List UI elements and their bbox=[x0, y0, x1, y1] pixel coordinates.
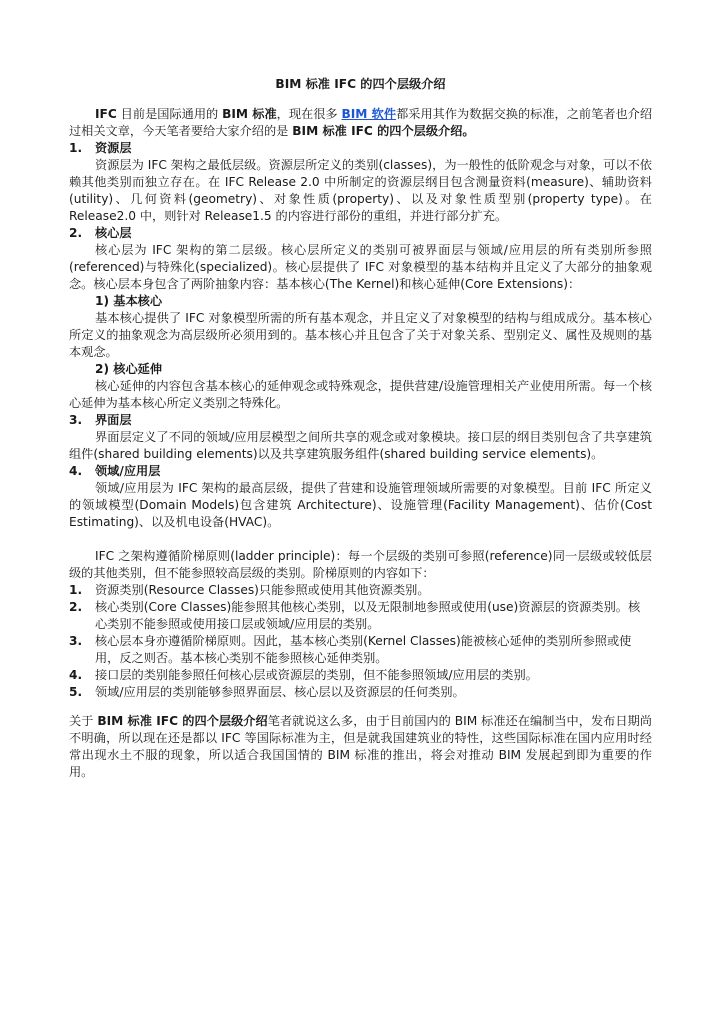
intro-paragraph bbox=[69, 106, 652, 140]
section-2-heading bbox=[69, 225, 652, 242]
rule-3-text: 核心层本身亦遵循阶梯原则。因此，基本核心类别(Kernel Classes)能被核心延伸的类别所参照或使用，反之则否。基本核心类别不能参照核心延伸类别。 bbox=[95, 634, 632, 665]
conclusion-bold: BIM 标准 IFC 的四个层级介绍 bbox=[97, 714, 268, 728]
section-4-number: 4. bbox=[69, 464, 83, 478]
section-4-title: 领域/应用层 bbox=[95, 464, 161, 478]
rule-item-3 bbox=[69, 633, 652, 667]
conclusion-text-1: 关于 bbox=[69, 714, 98, 728]
rule-2-number: 2. bbox=[69, 600, 83, 614]
intro-text-2: ，现在很多 bbox=[276, 107, 342, 121]
section-1-heading bbox=[69, 140, 652, 157]
rule-4-number: 4. bbox=[69, 668, 83, 682]
subsection-extension-heading: 2) 核心延伸 bbox=[95, 362, 163, 376]
intro-bold-tail: BIM 标准 IFC 的四个层级介绍。 bbox=[292, 124, 475, 138]
spacer bbox=[69, 531, 652, 548]
section-2-number: 2. bbox=[69, 226, 83, 240]
section-3-body: 界面层定义了不同的领域/应用层模型之间所共享的观念或对象模块。接口层的纲目类别包含了共享建筑组件(shared building elements)以及共享建筑服务组件(shared building service elements)。 bbox=[69, 430, 652, 461]
subsection-kernel-heading: 1) 基本核心 bbox=[95, 294, 163, 308]
section-1-title: 资源层 bbox=[95, 141, 132, 155]
conclusion-text-2: 笔者就说这么多，由于目前国内的 BIM 标准还在编制当中，发布日期尚不明确，所以现在还是都以 IFC 等国际标准为主，但是就我国建筑业的特性，这些国际标准在国内应用时经常出现水土不服的现象，所以适合我国国情的 BIM 标准的推出，将会对推动 BIM 发展起到即为重要的作用。 bbox=[69, 714, 652, 779]
section-2-body: 核心层为 IFC 架构的第二层级。核心层所定义的类别可被界面层与领域/应用层的所有类别所参照(referenced)与特殊化(specialized)。核心层提供了 IFC 对象模型的基本结构并且定义了大部分的抽象观念。核心层本身包含了两阶抽象内容：基本核心(The Kernel)和核心延伸(Core Extensions)： bbox=[69, 243, 652, 291]
intro-ifc: IFC bbox=[95, 107, 117, 121]
rule-1-number: 1. bbox=[69, 583, 83, 597]
bim-software-link[interactable]: BIM 软件 bbox=[341, 107, 397, 121]
rule-4-text: 接口层的类别能参照任何核心层或资源层的类别，但不能参照领域/应用层的类别。 bbox=[95, 668, 538, 682]
ladder-principle-intro: IFC 之架构遵循阶梯原则(ladder principle)：每一个层级的类别可参照(reference)同一层级或较低层级的其他类别，但不能参照较高层级的类别。阶梯原则的内容如下： bbox=[69, 549, 652, 580]
section-2-title: 核心层 bbox=[95, 226, 132, 240]
rule-item-2 bbox=[69, 599, 652, 633]
rule-item-1 bbox=[69, 582, 652, 599]
rule-5-number: 5. bbox=[69, 685, 83, 699]
rule-3-number: 3. bbox=[69, 634, 83, 648]
section-3-title: 界面层 bbox=[95, 413, 132, 427]
rule-1-text: 资源类别(Resource Classes)只能参照或使用其他资源类别。 bbox=[95, 583, 430, 597]
rule-5-text: 领域/应用层的类别能够参照界面层、核心层以及资源层的任何类别。 bbox=[95, 685, 465, 699]
rule-item-4 bbox=[69, 667, 652, 684]
spacer bbox=[69, 701, 652, 713]
subsection-extension-body: 核心延伸的内容包含基本核心的延伸观念或特殊观念，提供营建/设施管理相关产业使用所需。每一个核心延伸为基本核心所定义类别之特殊化。 bbox=[69, 379, 652, 410]
subsection-kernel-body: 基本核心提供了 IFC 对象模型所需的所有基本观念，并且定义了对象模型的结构与组成成分。基本核心所定义的抽象观念为高层级所必须用到的。基本核心并且包含了关于对象关系、型别定义、属性及规则的基本观念。 bbox=[69, 311, 652, 359]
section-4-heading bbox=[69, 463, 652, 480]
section-3-number: 3. bbox=[69, 413, 83, 427]
rule-item-5 bbox=[69, 684, 652, 701]
section-1-body: 资源层为 IFC 架构之最低层级。资源层所定义的类别(classes)，为一般性的低阶观念与对象，可以不依赖其他类别而独立存在。在 IFC Release 2.0 中所制定的资源层纲目包含测量资料(measure)、辅助资料(utility)、几何资料(geometry)、对象性质(property)、以及对象性质型别(property type)。在 Release2.0 中，则针对 Release1.5 的内容进行部份的重组，并进行部分扩充。 bbox=[69, 158, 652, 223]
conclusion-paragraph bbox=[69, 713, 652, 781]
intro-bim-standard: BIM 标准 bbox=[222, 107, 277, 121]
rule-2-text: 核心类别(Core Classes)能参照其他核心类别，以及无限制地参照或使用(use)资源层的资源类别。核心类别不能参照或使用接口层或领域/应用层的类别。 bbox=[95, 600, 641, 631]
section-4-body: 领域/应用层为 IFC 架构的最高层级，提供了营建和设施管理领域所需要的对象模型。目前 IFC 所定义的领域模型(Domain Models)包含建筑 Architecture)、设施管理(Facility Management)、估价(Cost Estimating)、以及机电设备(HVAC)。 bbox=[69, 481, 652, 529]
intro-text-3: 都采用其作为数据交换的标准，之前笔者也介绍过相关文章，今天笔者要给大家介绍的是 bbox=[69, 107, 653, 138]
section-3-heading bbox=[69, 412, 652, 429]
page-title: BIM 标准 IFC 的四个层级介绍 bbox=[275, 77, 446, 91]
intro-text-1: 目前是国际通用的 bbox=[116, 107, 223, 121]
section-1-number: 1. bbox=[69, 141, 83, 155]
